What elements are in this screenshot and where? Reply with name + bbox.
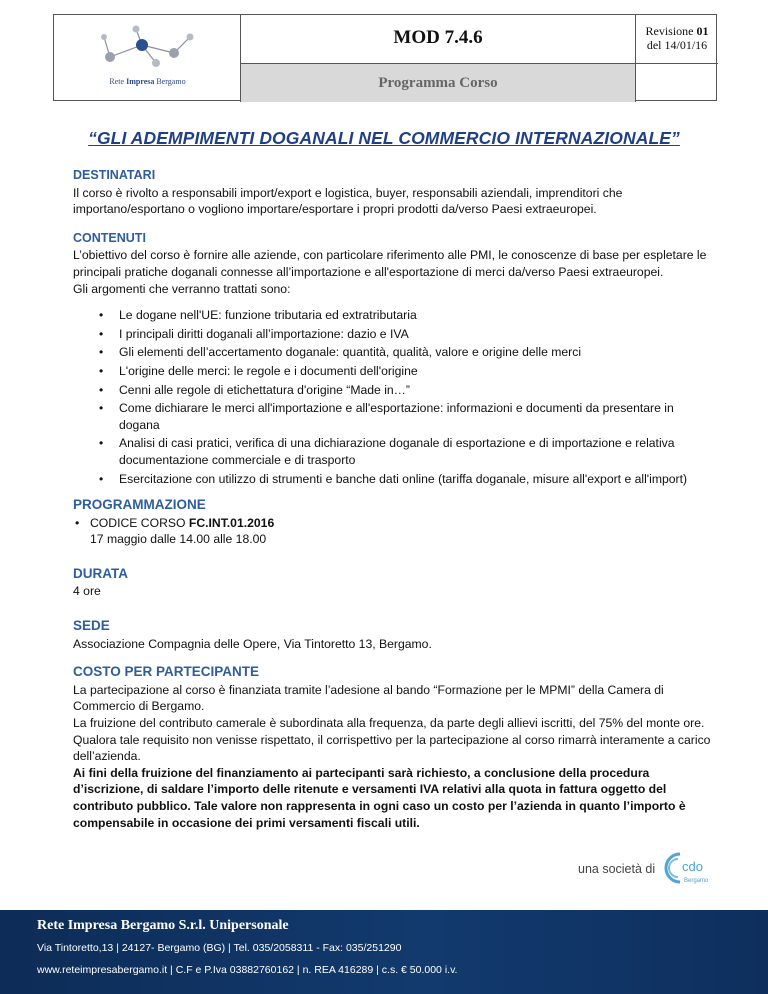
section-heading-costo: COSTO PER PARTECIPANTE [73,664,260,680]
header-subtitle: Programma Corso [241,64,636,102]
course-code-value: FC.INT.01.2016 [188,515,275,530]
rete-impresa-logo-icon [94,23,202,73]
cdo-logo-icon [662,848,718,888]
section-heading-contenuti: CONTENUTI [73,230,146,245]
list-item: • Le dogane nell'UE: funzione tributaria ed extratributaria [73,307,713,324]
footer-address: Via Tintoretto,13 | 24127- Bergamo (BG) | Tel. 035/2058311 - Fax: 035/251290 [37,942,402,954]
list-item: • I principali diritti doganali all’importazione: dazio e IVA [73,326,713,343]
cdo-label: una società di [578,862,656,876]
document-title: “GLI ADEMPIMENTI DOGANALI NEL COMMERCIO INTERNAZIONALE” [88,128,680,148]
durata-text: 4 ore [73,584,101,599]
list-item: • Analisi di casi pratici, verifica di una dichiarazione doganale di esportazione e di importazione e relativa documentazione commerciale e di trasporto [73,435,713,468]
logo-cell [54,15,241,102]
mod-code: MOD 7.4.6 [241,15,636,64]
section-heading-destinatari: DESTINATARI [73,168,156,182]
course-code: • CODICE CORSO FC.INT.01.2016 [73,515,713,532]
list-item: • Come dichiarare le merci all'importazione e all'esportazione: informazioni e documenti da presentare in dogana [73,400,713,433]
topics-list [73,307,713,487]
course-date: 17 maggio dalle 14.00 alle 18.00 [90,532,267,547]
list-item: • Cenni alle regole di etichettatura d'origine “Made in…” [73,382,713,399]
revision-date: del 14/01/16 [646,38,708,52]
revision-number: 01 [696,24,709,38]
costo-p3: Ai fini della fruizione del finanziamento ai partecipanti sarà richiesto, a conclusione della procedura d’iscrizione, di saldare l’importo delle ritenute e versamenti IVA relativi alla quota in fattura oggetto del contributo pubblico. Tale valore non rappresenta in ogni caso un costo per l’azienda in quanto l’importo è compensabile in occasione dei primi versamenti fiscali utili. [73,765,686,830]
contenuti-intro: Gli argomenti che verranno trattati sono: [73,281,291,296]
footer-company: Rete Impresa Bergamo S.r.l. Unipersonale [37,918,289,933]
page-footer [0,910,768,994]
list-item: • Gli elementi dell’accertamento doganale: quantità, qualità, valore e origine delle merci [73,344,713,361]
header-blank-cell [636,64,718,102]
revision-cell [636,15,718,64]
cdo-logo [578,848,718,888]
costo-p2: La fruizione del contributo camerale è subordinata alla frequenza, da parte degli allievi iscritti, del 75% del monte ore. Qualora tale requisito non venisse rispettato, il corrispettivo per la partecipazione al corso rimarrà interamente a carico dell’azienda. [73,716,711,764]
cdo-brand: cdo [682,859,703,874]
logo-text: Rete Impresa Bergamo [109,77,186,86]
section-heading-sede: SEDE [73,618,110,634]
costo-p1: La partecipazione al corso è finanziata tramite l’adesione al bando “Formazione per le MPMI” della Camera di Commercio di Bergamo. [73,682,664,714]
destinatari-text: Il corso è rivolto a responsabili import/export e logistica, buyer, responsabili aziendali, imprenditori che importano/esportano o vogliono importare/esportare i propri prodotti da/verso Paesi extraeuropei. [73,185,623,217]
cdo-city: Bergamo [684,878,709,884]
document-header [53,14,717,101]
list-item: • Esercitazione con utilizzo di strumenti e banche dati online (tariffa doganale, misure all'export e all'import) [73,471,713,488]
contenuti-text: L’obiettivo del corso è fornire alle aziende, con particolare riferimento alle PMI, le conoscenze di base per espletare le principali pratiche doganali connesse all’importazione e all'esportazione di merci da/verso Paesi extraeuropei. [73,248,707,279]
footer-info: www.reteimpresabergamo.it | C.F e P.Iva 03882760162 | n. REA 416289 | c.s. € 50.000 i.v. [37,964,458,976]
list-item: • L'origine delle merci: le regole e i documenti dell'origine [73,363,713,380]
section-heading-programmazione: PROGRAMMAZIONE [73,497,206,513]
sede-text: Associazione Compagnia delle Opere, Via Tintoretto 13, Bergamo. [73,636,432,651]
programmazione-list [73,515,713,532]
section-heading-durata: DURATA [73,565,128,581]
revision-label: Revisione [645,24,694,38]
document-body [73,167,713,831]
